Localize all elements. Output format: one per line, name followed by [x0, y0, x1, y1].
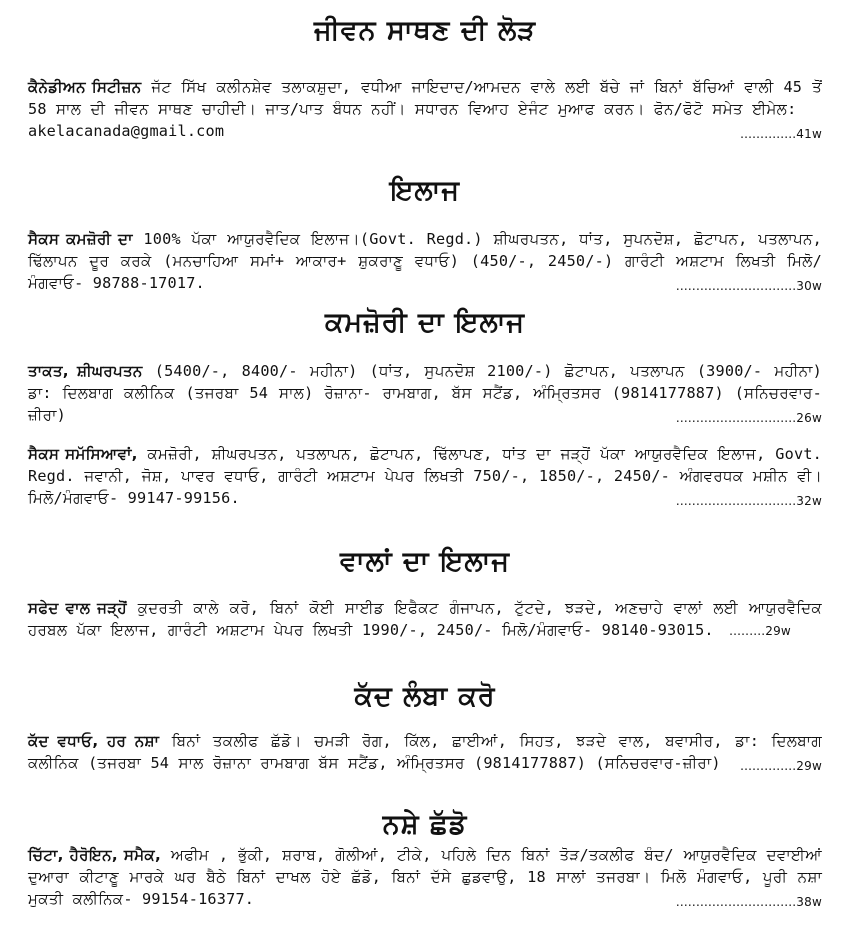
ad-code: ..............41w [740, 127, 822, 141]
ad-lead: ਸਫੇਦ ਵਾਲ ਜੜ੍ਹੋਂ [28, 599, 127, 617]
ad-body: ਬਿਨਾਂ ਤਕਲੀਫ ਛੱਡੋ। ਚਮੜੀ ਰੋਗ, ਕਿੱਲ, ਛਾਈਆਂ, ਸਿਹਤ, ਝੜਦੇ ਵਾਲ, ਬਵਾਸੀਰ, ਡਾ: ਦਿਲਬਾਗ ਕਲੀਨਿਕ (ਤਜਰਬਾ 54 ਸਾਲ ਰੋਜ਼ਾਨਾ ਰਾਮਬਾਗ ਬੱਸ ਸਟੈਂਡ, ਅੰਮ੍ਰਿਤਸਰ (9814177887) (ਸਨਿਚਰਵਾਰ-ਜ਼ੀਰਾ) [28, 732, 822, 772]
heading-quit-drugs: ਨਸ਼ੇ ਛੱਡੋ [382, 809, 468, 840]
section-height [28, 680, 822, 777]
heading-weakness-treatment: ਕਮਜ਼ੋਰੀ ਦਾ ਇਲਾਜ [324, 307, 526, 338]
ad-code: ..............29w [740, 759, 822, 773]
ad-height [28, 730, 822, 777]
ad-strength [28, 360, 822, 429]
ad-body: ਕੁਦਰਤੀ ਕਾਲੇ ਕਰੋ, ਬਿਨਾਂ ਕੋਈ ਸਾਈਡ ਇਫੈਕਟ ਗੰਜਾਪਨ, ਟੁੱਟਦੇ, ਝੜਦੇ, ਅਣਚਾਹੇ ਵਾਲਾਂ ਲਈ ਆਯੁਰਵੈਦਿਕ ਹਰਬਲ ਪੱਕਾ ਇਲਾਜ, ਗਾਰੰਟੀ ਅਸ਼ਟਾਮ ਪੇਪਰ ਲਿਖਤੀ 1990/-, 2450/- ਮਿਲੋ/ਮੰਗਵਾਓ- 98140-93015. [28, 599, 822, 639]
ad-quit-drugs [28, 844, 822, 913]
ad-code: ..............................32w [675, 494, 822, 508]
heading-life-partner: ਜੀਵਨ ਸਾਥਣ ਦੀ ਲੋੜ [313, 15, 537, 46]
ad-lead: ਚਿੱਟਾ, ਹੈਰੋਇਨ, ਸਮੈਕ, [28, 846, 161, 864]
ad-body: ਅਫੀਮ , ਭੁੱਕੀ, ਸ਼ਰਾਬ, ਗੋਲੀਆਂ, ਟੀਕੇ, ਪਹਿਲੇ ਦਿਨ ਬਿਨਾਂ ਤੋੜ/ਤਕਲੀਫ ਬੰਦ/ ਆਯੁਰਵੈਦਿਕ ਦਵਾਈਆਂ ਦੁਆਰਾ ਕੀਟਾਣੂ ਮਾਰਕੇ ਘਰ ਬੈਠੇ ਬਿਨਾਂ ਦਾਖਲ ਹੋਏ ਛੱਡੋ, ਬਿਨਾਂ ਦੱਸੇ ਛੁਡਵਾਉ, 18 ਸਾਲਾਂ ਤਜਰਬਾ। ਮਿਲੋ ਮੰਗਵਾਓ, ਪੂਰੀ ਨਸ਼ਾ ਮੁਕਤੀ ਕਲੀਨਿਕ- 99154-16377. [28, 846, 822, 908]
heading-treatment: ਇਲਾਜ [389, 175, 461, 206]
section-hair-treatment [28, 545, 822, 642]
ad-lead: ਕੈਨੇਡੀਅਨ ਸਿਟੀਜ਼ਨ [28, 78, 142, 96]
ad-body: ਜੱਟ ਸਿੱਖ ਕਲੀਨਸ਼ੇਵ ਤਲਾਕਸ਼ੁਦਾ, ਵਧੀਆ ਜਾਇਦਾਦ/ਆਮਦਨ ਵਾਲੇ ਲਈ ਬੱਚੇ ਜਾਂ ਬਿਨਾਂ ਬੱਚਿਆਂ ਵਾਲੀ 45 ਤੋਂ 58 ਸਾਲ ਦੀ ਜੀਵਨ ਸਾਥਣ ਚਾਹੀਦੀ। ਜਾਤ/ਪਾਤ ਬੰਧਨ ਨਹੀਂ। ਸਧਾਰਨ ਵਿਆਹ ਏਜੰਟ ਮੁਆਫ ਕਰਨ। ਫੋਨ/ਫੋਟੋ ਸਮੇਤ ਈਮੇਲ: [28, 78, 823, 118]
ad-body: 100% ਪੱਕਾ ਆਯੁਰਵੈਦਿਕ ਇਲਾਜ।(Govt. Regd.) ਸ਼ੀਘਰਪਤਨ, ਧਾਂਤ, ਸੁਪਨਦੋਸ਼, ਛੋਟਾਪਨ, ਪਤਲਾਪਨ, ਢਿੱਲਾਪਨ ਦੂਰ ਕਰਕੇ (ਮਨਚਾਹਿਆ ਸਮਾਂ+ ਆਕਾਰ+ ਸ਼ੁਕਰਾਣੂ ਵਧਾਓ) (450/-, 2450/-) ਗਾਰੰਟੀ ਅਸ਼ਟਾਮ ਲਿਖਤੀ ਮਿਲੋ/ਮੰਗਵਾਓ- 98788-17017. [28, 230, 822, 292]
section-weakness-treatment [28, 306, 822, 512]
ad-code: ..............................30w [675, 279, 822, 293]
ad-email: akelacanada@gmail.com [28, 122, 225, 140]
ad-treatment [28, 228, 822, 297]
ad-lead: ਤਾਕਤ, ਸ਼ੀਘਰਪਤਨ [28, 362, 143, 380]
ad-body: (5400/-, 8400/- ਮਹੀਨਾ) (ਧਾਂਤ, ਸੁਪਨਦੋਸ਼ 2100/-) ਛੋਟਾਪਨ, ਪਤਲਾਪਨ (3900/- ਮਹੀਨਾ) ਡਾ: ਦਿਲਬਾਗ ਕਲੀਨਿਕ (ਤਜਰਬਾ 54 ਸਾਲ) ਰੋਜ਼ਾਨਾ- ਰਾਮਬਾਗ, ਬੱਸ ਸਟੈਂਡ, ਅੰਮ੍ਰਿਤਸਰ (9814177887) (ਸਨਿਚਰਵਾਰ-ਜ਼ੀਰਾ) [28, 362, 823, 424]
ad-code: .........29w [729, 624, 791, 638]
ad-lead: ਸੈਕਸ ਕਮਜ਼ੋਰੀ ਦਾ [28, 230, 133, 248]
heading-hair-treatment: ਵਾਲਾਂ ਦਾ ਇਲਾਜ [340, 546, 510, 577]
ad-body: ਕਮਜ਼ੋਰੀ, ਸ਼ੀਘਰਪਤਨ, ਪਤਲਾਪਨ, ਛੋਟਾਪਨ, ਢਿੱਲਾਪਣ, ਧਾਂਤ ਦਾ ਜੜ੍ਹੋਂ ਪੱਕਾ ਆਯੁਰਵੈਦਿਕ ਇਲਾਜ, Govt. Regd. ਜਵਾਨੀ, ਜੋਸ਼, ਪਾਵਰ ਵਧਾਓ, ਗਾਰੰਟੀ ਅਸ਼ਟਾਮ ਪੇਪਰ ਲਿਖਤੀ 750/-, 1850/-, 2450/- ਅੰਗਵਰਧਕ ਮਸ਼ੀਨ ਵੀ। ਮਿਲੋ/ਮੰਗਵਾਓ- 99147-99156. [28, 445, 823, 507]
ad-white-hair [28, 597, 822, 642]
ad-lead: ਸੈਕਸ ਸਮੱਸਿਆਵਾਂ, [28, 445, 138, 463]
ad-sex-problems [28, 443, 822, 512]
section-treatment [28, 174, 822, 297]
section-quit-drugs [28, 808, 822, 913]
ad-life-partner [28, 76, 822, 145]
ad-code: ..............................26w [675, 411, 822, 425]
ad-lead: ਕੱਦ ਵਧਾਓ, ਹਰ ਨਸ਼ਾ [28, 732, 160, 750]
heading-height: ਕੱਦ ਲੰਬਾ ਕਰੋ [354, 681, 496, 712]
ad-code: ..............................38w [675, 895, 822, 909]
section-life-partner [28, 14, 822, 145]
